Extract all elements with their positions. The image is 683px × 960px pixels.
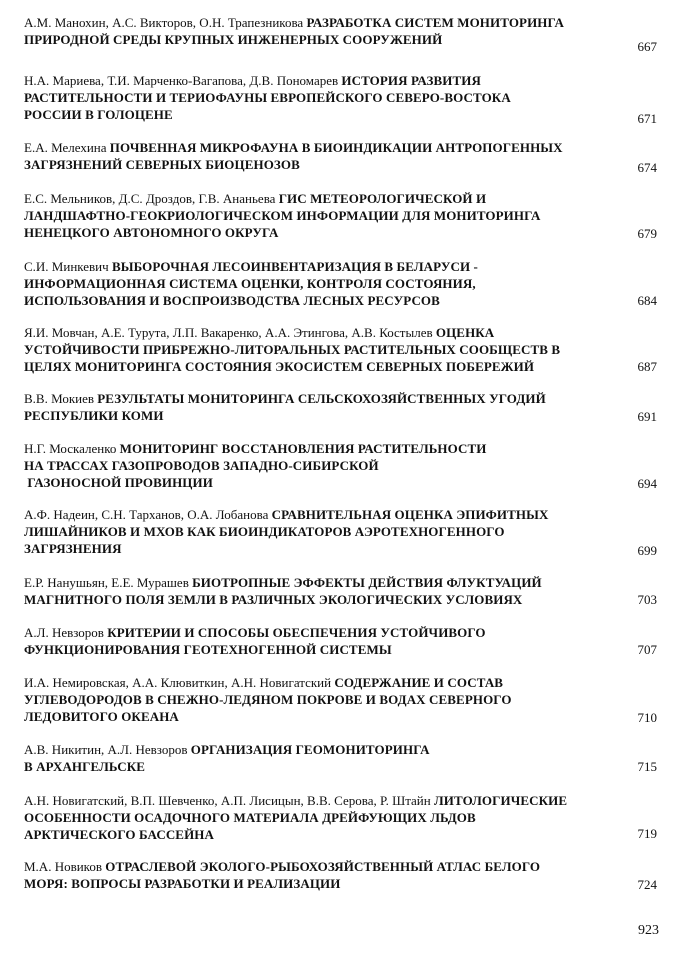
entry-authors: Я.И. Мовчан, А.Е. Турута, Л.П. Вакаренко, А.А. Этингова, А.В. Костылев <box>24 325 436 340</box>
toc-entry <box>24 741 657 775</box>
entry-title: ФУНКЦИОНИРОВАНИЯ ГЕОТЕХНОГЕННОЙ СИСТЕМЫ <box>24 642 392 657</box>
entry-page-number: 667 <box>637 39 657 54</box>
entry-title: МОНИТОРИНГ ВОССТАНОВЛЕНИЯ РАСТИТЕЛЬНОСТИ <box>119 441 487 456</box>
entry-title: КРИТЕРИИ И СПОСОБЫ ОБЕСПЕЧЕНИЯ УСТОЙЧИВОГО <box>107 625 486 640</box>
entry-title: НЕНЕЦКОГО АВТОНОМНОГО ОКРУГА <box>24 225 279 240</box>
toc-entry <box>24 792 657 843</box>
entry-title: ГАЗОНОСНОЙ ПРОВИНЦИИ <box>24 475 213 490</box>
entry-title: РЕЗУЛЬТАТЫ МОНИТОРИНГА СЕЛЬСКОХОЗЯЙСТВЕННЫХ УГОДИЙ <box>97 391 546 406</box>
entry-authors: А.Н. Новигатский, В.П. Шевченко, А.П. Лисицын, В.В. Серова, Р. Штайн <box>24 793 434 808</box>
toc-entry <box>24 139 657 173</box>
toc-entry <box>24 858 657 892</box>
entry-authors: Н.Г. Москаленко <box>24 441 120 456</box>
entry-page-number: 724 <box>637 877 657 892</box>
entry-page-number: 694 <box>637 476 657 491</box>
entry-title: РАСТИТЕЛЬНОСТИ И ТЕРИОФАУНЫ ЕВРОПЕЙСКОГО СЕВЕРО-ВОСТОКА <box>24 90 511 105</box>
entry-page-number: 684 <box>637 293 657 308</box>
entry-page-number: 710 <box>637 710 657 725</box>
entry-page-number: 715 <box>637 759 657 774</box>
entry-page-number: 671 <box>637 111 657 126</box>
entry-title: БИОТРОПНЫЕ ЭФФЕКТЫ ДЕЙСТВИЯ ФЛУКТУАЦИЙ <box>192 575 542 590</box>
entry-authors: А.В. Никитин, А.Л. Невзоров <box>24 742 191 757</box>
entry-authors: М.А. Новиков <box>24 859 106 874</box>
entry-page-number: 691 <box>637 409 657 424</box>
entry-title: ВЫБОРОЧНАЯ ЛЕСОИНВЕНТАРИЗАЦИЯ В БЕЛАРУСИ - <box>111 259 478 274</box>
entry-title: В АРХАНГЕЛЬСКЕ <box>24 759 146 774</box>
entry-title: ЛЕДОВИТОГО ОКЕАНА <box>24 709 179 724</box>
toc-entry <box>24 506 657 557</box>
entry-authors: В.В. Мокиев <box>24 391 98 406</box>
toc-entry <box>24 674 657 725</box>
entry-authors: А.М. Манохин, А.С. Викторов, О.Н. Трапезникова <box>24 15 307 30</box>
toc-entry <box>24 324 657 375</box>
toc-entry <box>24 190 657 241</box>
entry-title: МАГНИТНОГО ПОЛЯ ЗЕМЛИ В РАЗЛИЧНЫХ ЭКОЛОГИЧЕСКИХ УСЛОВИЯХ <box>24 592 523 607</box>
entry-title: СРАВНИТЕЛЬНАЯ ОЦЕНКА ЭПИФИТНЫХ <box>271 507 549 522</box>
entry-authors: Н.А. Мариева, Т.И. Марченко-Вагапова, Д.В. Пономарев <box>24 73 342 88</box>
toc-entry <box>24 72 657 126</box>
toc-entry <box>24 14 657 54</box>
toc-entry <box>24 258 657 309</box>
entry-title: ЛИШАЙНИКОВ И МХОВ КАК БИОИНДИКАТОРОВ АЭРОТЕХНОГЕННОГО <box>24 524 505 539</box>
entry-page-number: 719 <box>637 826 657 841</box>
entry-page-number: 699 <box>637 543 657 558</box>
entry-title: МОРЯ: ВОПРОСЫ РАЗРАБОТКИ И РЕАЛИЗАЦИИ <box>24 876 341 891</box>
entry-authors: И.А. Немировская, А.А. Клювиткин, А.Н. Новигатский <box>24 675 335 690</box>
entry-title: ПОЧВЕННАЯ МИКРОФАУНА В БИОИНДИКАЦИИ АНТРОПОГЕННЫХ <box>109 140 563 155</box>
entry-page-number: 687 <box>637 359 657 374</box>
entry-title: ОЦЕНКА <box>435 325 495 340</box>
entry-title: ГИС МЕТЕОРОЛОГИЧЕСКОЙ И <box>278 191 487 206</box>
toc-entry <box>24 574 657 608</box>
entry-authors: А.Ф. Надеин, С.Н. Тарханов, О.А. Лобанова <box>24 507 272 522</box>
entry-title: ОРГАНИЗАЦИЯ ГЕОМОНИТОРИНГА <box>190 742 430 757</box>
entry-title: ЛИТОЛОГИЧЕСКИЕ <box>433 793 568 808</box>
entry-page-number: 674 <box>637 160 657 175</box>
toc-entry <box>24 440 657 491</box>
entry-title: РАЗРАБОТКА СИСТЕМ МОНИТОРИНГА <box>306 15 564 30</box>
entry-title: ИНФОРМАЦИОННАЯ СИСТЕМА ОЦЕНКИ, КОНТРОЛЯ СОСТОЯНИЯ, <box>24 276 476 291</box>
entry-title: РЕСПУБЛИКИ КОМИ <box>24 408 164 423</box>
entry-title: АРКТИЧЕСКОГО БАССЕЙНА <box>24 827 214 842</box>
entry-title: ИСТОРИЯ РАЗВИТИЯ <box>341 73 481 88</box>
entry-authors: С.И. Минкевич <box>24 259 112 274</box>
entry-title: СОДЕРЖАНИЕ И СОСТАВ <box>334 675 504 690</box>
entry-page-number: 679 <box>637 226 657 241</box>
entry-title: УГЛЕВОДОРОДОВ В СНЕЖНО-ЛЕДЯНОМ ПОКРОВЕ И ВОДАХ СЕВЕРНОГО <box>24 692 512 707</box>
entry-title: ОСОБЕННОСТИ ОСАДОЧНОГО МАТЕРИАЛА ДРЕЙФУЮЩИХ ЛЬДОВ <box>24 810 476 825</box>
entry-page-number: 707 <box>637 642 657 657</box>
entry-title: ЦЕЛЯХ МОНИТОРИНГА СОСТОЯНИЯ ЭКОСИСТЕМ СЕВЕРНЫХ ПОБЕРЕЖИЙ <box>24 359 535 374</box>
entry-title: НА ТРАССАХ ГАЗОПРОВОДОВ ЗАПАДНО-СИБИРСКОЙ <box>24 458 379 473</box>
entry-title: УСТОЙЧИВОСТИ ПРИБРЕЖНО-ЛИТОРАЛЬНЫХ РАСТИТЕЛЬНЫХ СООБЩЕСТВ В <box>24 342 561 357</box>
entry-title: ОТРАСЛЕВОЙ ЭКОЛОГО-РЫБОХОЗЯЙСТВЕННЫЙ АТЛАС БЕЛОГО <box>105 859 541 874</box>
toc-entry <box>24 624 657 658</box>
entry-title: ЗАГРЯЗНЕНИЯ <box>24 541 122 556</box>
entry-authors: Е.А. Мелехина <box>24 140 110 155</box>
entry-authors: А.Л. Невзоров <box>24 625 108 640</box>
page-number: 923 <box>638 923 659 938</box>
entry-title: РОССИИ В ГОЛОЦЕНЕ <box>24 107 173 122</box>
entry-page-number: 703 <box>637 592 657 607</box>
toc-entry <box>24 390 657 424</box>
entry-title: ЗАГРЯЗНЕНИЙ СЕВЕРНЫХ БИОЦЕНОЗОВ <box>24 157 300 172</box>
entry-title: ЛАНДШАФТНО-ГЕОКРИОЛОГИЧЕСКОМ ИНФОРМАЦИИ ДЛЯ МОНИТОРИНГА <box>24 208 541 223</box>
entry-authors: Е.Р. Нанушьян, Е.Е. Мурашев <box>24 575 193 590</box>
entry-title: ПРИРОДНОЙ СРЕДЫ КРУПНЫХ ИНЖЕНЕРНЫХ СООРУЖЕНИЙ <box>24 32 443 47</box>
entry-title: ИСПОЛЬЗОВАНИЯ И ВОСПРОИЗВОДСТВА ЛЕСНЫХ РЕСУРСОВ <box>24 293 440 308</box>
entry-authors: Е.С. Мельников, Д.С. Дроздов, Г.В. Ананьева <box>24 191 279 206</box>
